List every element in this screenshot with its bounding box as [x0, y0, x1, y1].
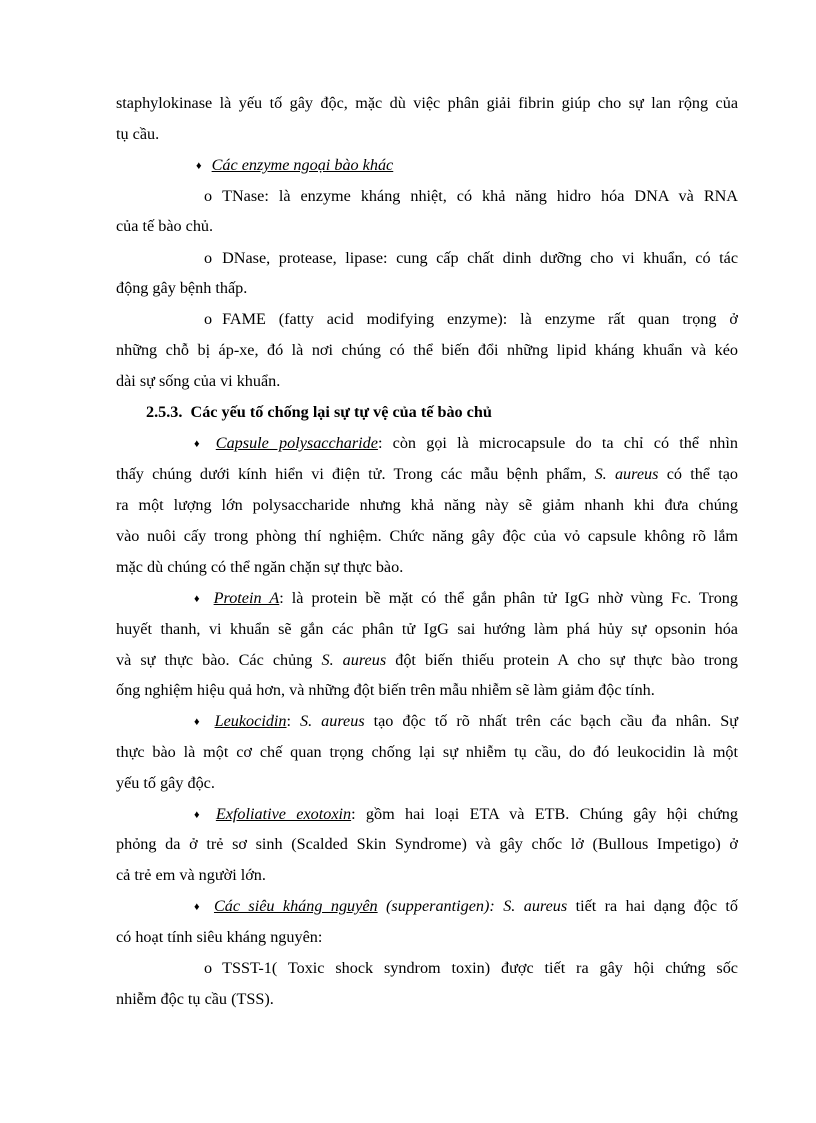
text: : còn gọi là microcapsule do ta chỉ có thể nhìn [377, 434, 738, 452]
term: Exfoliative exotoxin [215, 805, 352, 823]
diamond-bullet-icon: ♦ [194, 809, 206, 821]
diamond-bullet-icon: ♦ [194, 716, 205, 728]
text-line: động gây bệnh thấp. [116, 279, 248, 297]
text-line [116, 464, 738, 484]
text: FAME (fatty acid modifying enzyme): là enzyme rất quan trọng ở [222, 310, 738, 328]
bullet-superantigen [194, 896, 738, 918]
diamond-bullet-icon: ♦ [194, 438, 206, 450]
text: đột biến thiếu protein A cho sự thực bào trong [395, 651, 739, 669]
text-line: ra một lượng lớn polysaccharide nhưng khả năng này sẽ giảm nhanh khi đưa chúng [116, 496, 738, 514]
text-line: vào nuôi cấy trong phòng thí nghiệm. Chức năng gây độc của vỏ capsule không rõ lắm [116, 527, 738, 545]
section-title: Các yếu tố chống lại sự tự vệ của tế bào chủ [190, 403, 492, 421]
text: TSST-1( Toxic shock syndrom toxin) được tiết ra gây hội chứng sốc [222, 959, 738, 977]
text: : là protein bề mặt có thể gắn phân tử IgG nhờ vùng Fc. Trong [279, 589, 738, 607]
text-line: cả trẻ em và người lớn. [116, 866, 266, 884]
text: thấy chúng dưới kính hiển vi điện tử. Trong các mẫu bệnh phẩm, [116, 465, 587, 483]
text: DNase, protease, lipase: cung cấp chất dinh dưỡng cho vi khuẩn, có tác [222, 249, 738, 267]
text-line: yếu tố gây độc. [116, 774, 215, 792]
text-line: mặc dù chúng có thể ngăn chặn sự thực bào. [116, 558, 404, 576]
circle-bullet-icon: o [204, 249, 213, 267]
text: tiết ra hai dạng độc tố [575, 897, 738, 915]
circle-bullet-icon: o [204, 959, 213, 977]
text-line: dài sự sống của vi khuẩn. [116, 372, 281, 390]
sub-item-dnase [204, 248, 738, 268]
text: : [286, 712, 292, 730]
diamond-bullet-icon: ♦ [196, 160, 202, 172]
text: có thể tạo [666, 465, 739, 483]
text-line: có hoạt tính siêu kháng nguyên: [116, 928, 323, 946]
bullet-exfoliative [194, 804, 738, 826]
bullet-protein-a [194, 588, 738, 610]
term: Protein A [213, 589, 280, 607]
circle-bullet-icon: o [204, 187, 213, 205]
text-line: những chỗ bị áp-xe, đó là nơi chúng có thể biến đổi những lipid kháng khuẩn và kéo [116, 341, 738, 359]
bullet-leukocidin [194, 711, 738, 733]
text: : gồm hai loại ETA và ETB. Chúng gây hội chứng [351, 805, 738, 823]
section-heading [146, 402, 738, 422]
text-line: huyết thanh, vi khuẩn sẽ gắn các phân tử IgG sai hướng làm phá hủy sự opsonin hóa [116, 620, 738, 638]
text-line: staphylokinase là yếu tố gây độc, mặc dù việc phân giải fibrin giúp cho sự lan rộng của [116, 94, 738, 112]
diamond-bullet-icon: ♦ [194, 593, 204, 605]
text-line: của tế bào chủ. [116, 217, 214, 235]
term: Leukocidin [214, 712, 287, 730]
text: tạo độc tố rõ nhất trên các bạch cầu đa nhân. Sự [373, 712, 739, 730]
species-name: S. aureus [321, 651, 387, 669]
heading-text: Các enzyme ngoại bào khác [211, 156, 394, 174]
term: Capsule polysaccharide [215, 434, 378, 452]
circle-bullet-icon: o [204, 310, 213, 328]
text-line: ống nghiệm hiệu quả hơn, và những đột biến trên mẫu nhiễm sẽ làm giảm độc tính. [116, 681, 655, 699]
term: Các siêu kháng nguyên [213, 897, 378, 915]
diamond-bullet-icon: ♦ [194, 901, 204, 913]
text-line: nhiễm độc tụ cầu (TSS). [116, 990, 274, 1008]
bullet-heading-enzymes [196, 155, 738, 177]
sub-item-fame [204, 309, 738, 329]
species-name: S. aureus [503, 897, 568, 915]
section-number: 2.5.3. [146, 403, 183, 421]
text-line: thực bào là một cơ chế quan trọng chống lại sự nhiễm tụ cầu, do đó leukocidin là một [116, 743, 738, 761]
sub-item-tsst [204, 958, 738, 978]
term-parenthetical: (supperantigen): [386, 897, 495, 915]
text-line [116, 650, 738, 670]
sub-item-tnase [204, 186, 738, 206]
text: và sự thực bào. Các chủng [116, 651, 313, 669]
species-name: S. aureus [594, 465, 659, 483]
text: TNase: là enzyme kháng nhiệt, có khả năng hidro hóa DNA và RNA [222, 187, 738, 205]
bullet-capsule [194, 433, 738, 455]
species-name: S. aureus [300, 712, 365, 730]
text-line: phỏng da ở trẻ sơ sinh (Scalded Skin Syndrome) và gây chốc lở (Bullous Impetigo) ở [116, 835, 738, 853]
text-line: tụ cầu. [116, 125, 160, 143]
